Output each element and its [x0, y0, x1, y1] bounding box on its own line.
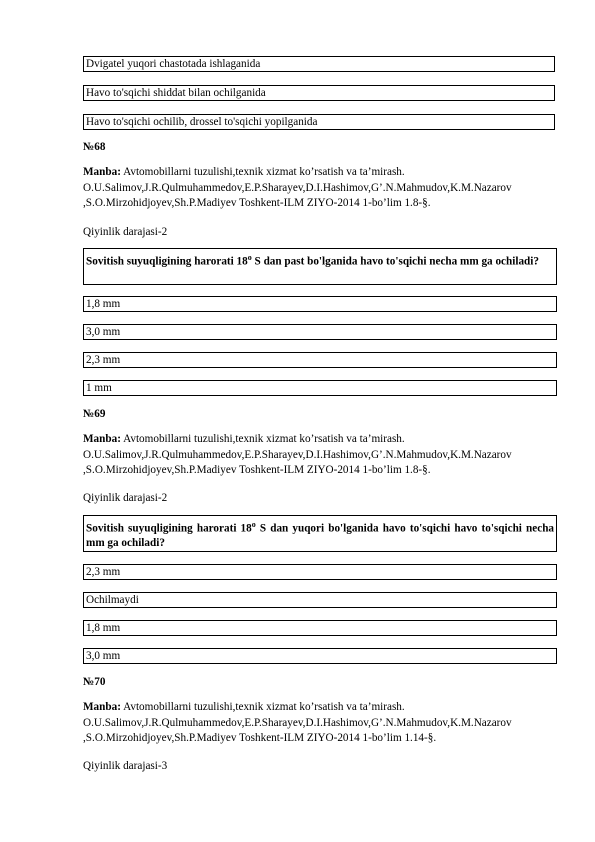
- answer-option[interactable]: [83, 56, 555, 72]
- question-number: №70: [83, 676, 106, 688]
- difficulty-level: Qiyinlik darajasi-2: [83, 492, 168, 504]
- degree-mark: o: [251, 520, 256, 529]
- question-part: S dan yuqori bo'lganida havo to'sqichi havo to'sqichi necha mm ga ochiladi?: [86, 522, 555, 549]
- source-publisher: ,S.O.Mirzohidjoyev,Sh.P.Madiyev Toshkent-ILM ZIYO-2014 1-bo’lim 1.14-§.: [83, 732, 437, 745]
- question-text: [83, 248, 557, 285]
- option-text: 2,3 mm: [86, 354, 121, 366]
- option-text: 1 mm: [86, 382, 112, 394]
- answer-option[interactable]: [83, 648, 557, 664]
- source-label: Manba:: [83, 433, 121, 445]
- answer-option[interactable]: [83, 324, 557, 340]
- source-publisher: ,S.O.Mirzohidjoyev,Sh.P.Madiyev Toshkent-ILM ZIYO-2014 1-bo’lim 1.8-§.: [83, 197, 431, 210]
- source-block: [83, 165, 563, 212]
- source-authors: O.U.Salimov,J.R.Qulmuhammedov,E.P.Sharayev,D.I.Hashimov,G’.N.Mahmudov,K.M.Nazarov: [83, 181, 512, 194]
- source-title: Avtomobillarni tuzulishi,texnik xizmat ko’rsatish va ta’mirash.: [120, 701, 405, 713]
- answer-option[interactable]: [83, 296, 557, 312]
- question-number: №69: [83, 408, 106, 420]
- source-block: [83, 432, 563, 479]
- option-text: 2,3 mm: [86, 566, 121, 578]
- source-publisher: ,S.O.Mirzohidjoyev,Sh.P.Madiyev Toshkent-ILM ZIYO-2014 1-bo’lim 1.8-§.: [83, 464, 431, 477]
- option-text: Ochilmaydi: [86, 594, 139, 606]
- source-authors: O.U.Salimov,J.R.Qulmuhammedov,E.P.Sharayev,D.I.Hashimov,G’.N.Mahmudov,K.M.Nazarov: [83, 448, 512, 461]
- degree-mark: o: [247, 253, 252, 262]
- difficulty-level: Qiyinlik darajasi-2: [83, 226, 168, 238]
- option-text: 1,8 mm: [86, 298, 121, 310]
- source-authors: O.U.Salimov,J.R.Qulmuhammedov,E.P.Sharayev,D.I.Hashimov,G’.N.Mahmudov,K.M.Nazarov: [83, 716, 512, 729]
- option-text: Dvigatel yuqori chastotada ishlaganida: [86, 58, 261, 70]
- source-title: Avtomobillarni tuzulishi,texnik xizmat ko’rsatish va ta’mirash.: [120, 433, 405, 445]
- option-text: 3,0 mm: [86, 326, 121, 338]
- source-block: [83, 700, 563, 747]
- source-title: Avtomobillarni tuzulishi,texnik xizmat ko’rsatish va ta’mirash.: [120, 166, 405, 178]
- option-text: Havo to'sqichi shiddat bilan ochilganida: [86, 87, 266, 99]
- question-part: S dan past bo'lganida havo to'sqichi necha mm ga ochiladi?: [251, 255, 539, 268]
- difficulty-level: Qiyinlik darajasi-3: [83, 760, 168, 772]
- question-text: [83, 515, 557, 552]
- source-label: Manba:: [83, 701, 121, 713]
- option-text: 1,8 mm: [86, 622, 121, 634]
- question-number: №68: [83, 141, 106, 153]
- source-label: Manba:: [83, 166, 121, 178]
- question-part: Sovitish suyuqligining harorati 18: [86, 255, 248, 268]
- option-text: Havo to'sqichi ochilib, drossel to'sqichi yopilganida: [86, 116, 318, 128]
- answer-option[interactable]: [83, 592, 557, 608]
- answer-option[interactable]: [83, 85, 555, 101]
- question-part: Sovitish suyuqligining harorati 18: [86, 522, 252, 535]
- option-text: 3,0 mm: [86, 650, 121, 662]
- answer-option[interactable]: [83, 352, 557, 368]
- answer-option[interactable]: [83, 380, 557, 396]
- answer-option[interactable]: [83, 114, 555, 130]
- answer-option[interactable]: [83, 620, 557, 636]
- answer-option[interactable]: [83, 564, 557, 580]
